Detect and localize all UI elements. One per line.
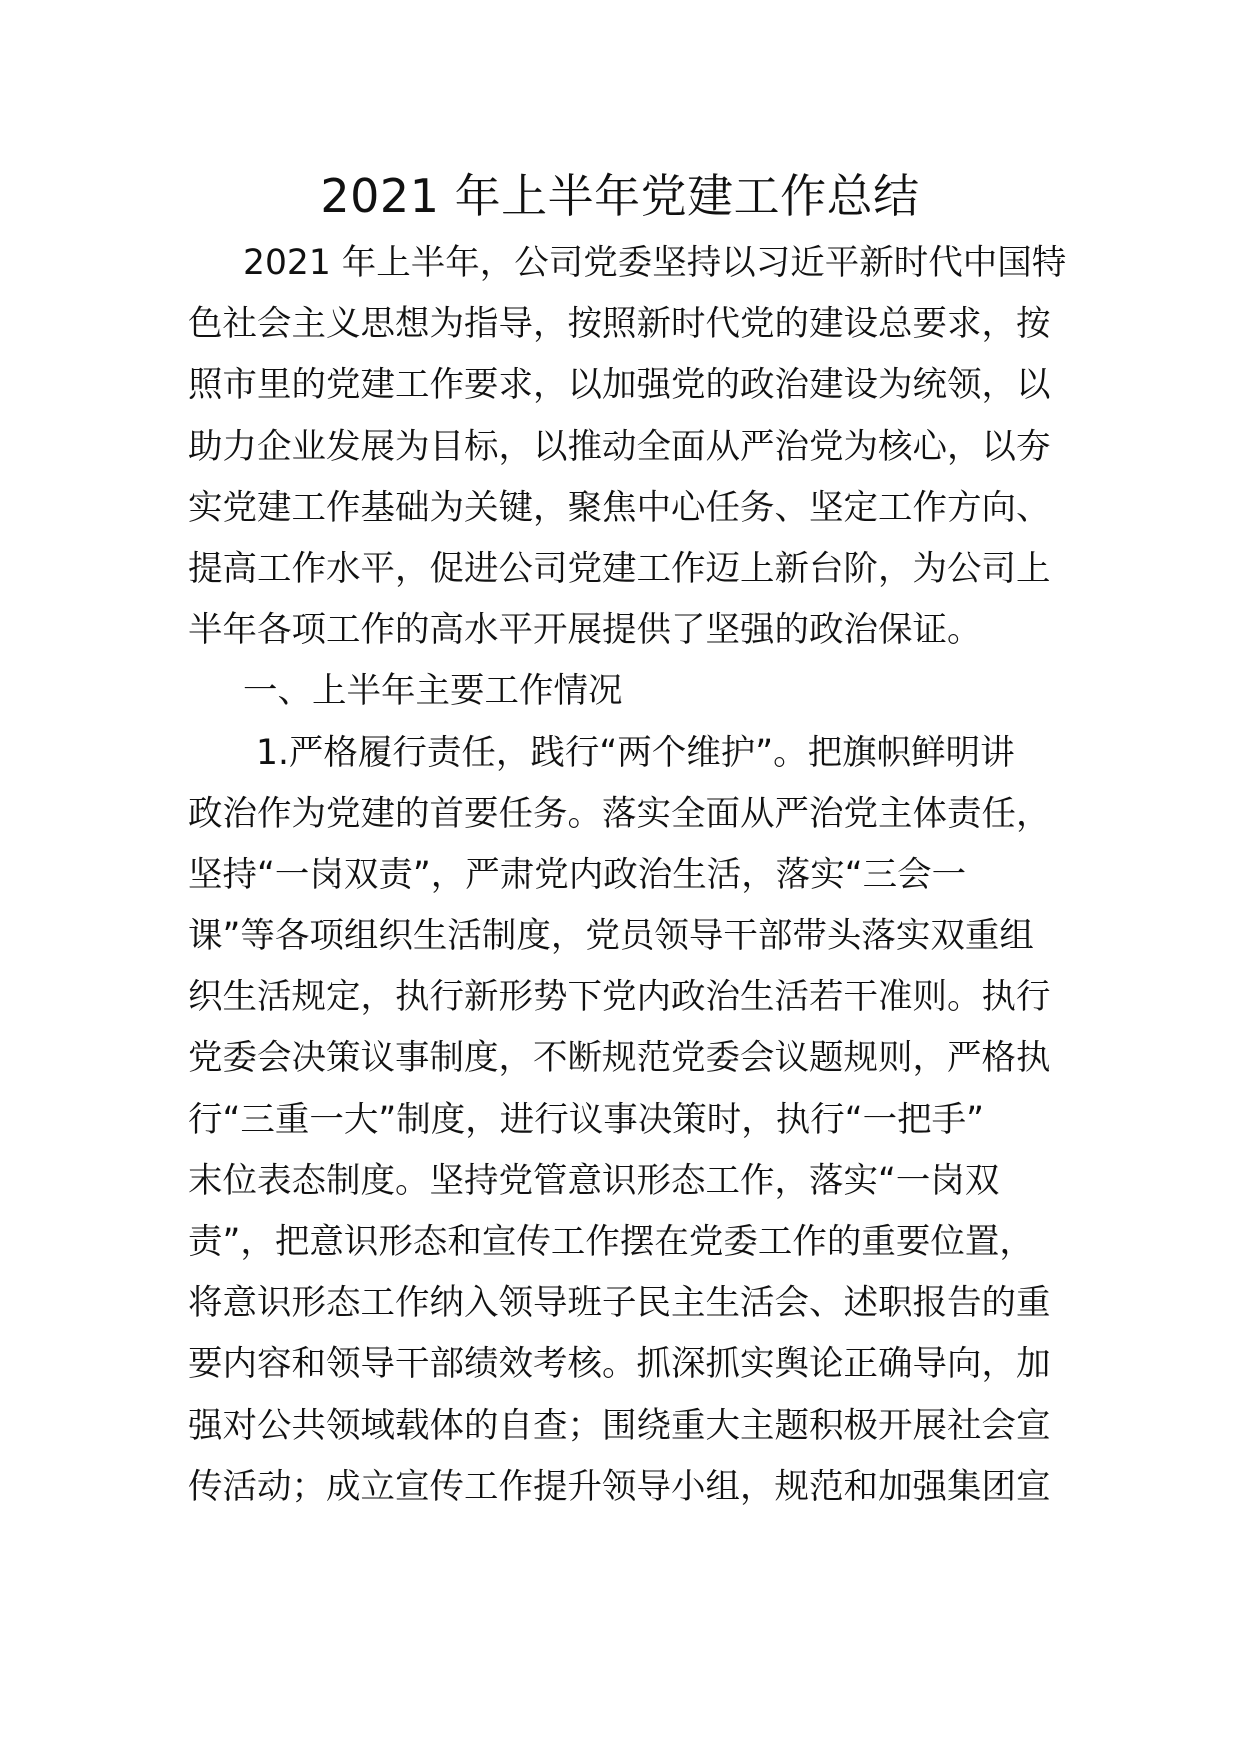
body-line: 责”，把意识形态和宣传工作摆在党委工作的重要位置，: [188, 1222, 1034, 1262]
body-line: 1.严格履行责任，践行“两个维护”。把旗帜鲜明讲: [256, 732, 1015, 773]
body-line: 坚持“一岗双责”，严肃党内政治生活，落实“三会一: [188, 854, 967, 895]
body-line: 色社会主义思想为指导，按照新时代党的建设总要求，按: [188, 304, 1051, 345]
body-line: 强对公共领域载体的自查；围绕重大主题积极开展社会宣: [188, 1405, 1051, 1446]
body-line: 2021 年上半年，公司党委坚持以习近平新时代中国特: [243, 243, 1067, 283]
body-line: 实党建工作基础为关键，聚焦中心任务、坚定工作方向、: [188, 487, 1051, 528]
document-title: 2021 年上半年党建工作总结: [320, 169, 920, 223]
document-body: [188, 233, 1068, 1518]
body-line: 助力企业发展为目标，以推动全面从严治党为核心，以夯: [188, 426, 1051, 467]
body-line: 一、上半年主要工作情况: [243, 671, 623, 712]
body-line: 织生活规定，执行新形势下党内政治生活若干准则。执行: [188, 977, 1051, 1018]
body-line: 政治作为党建的首要任务。落实全面从严治党主体责任，: [188, 793, 1051, 834]
body-line: 末位表态制度。坚持党管意识形态工作，落实“一岗双: [188, 1160, 1000, 1201]
body-line: 半年各项工作的高水平开展提供了坚强的政治保证。: [188, 610, 982, 651]
body-line: 党委会决策议事制度，不断规范党委会议题规则，严格执: [188, 1038, 1051, 1079]
body-line: 照市里的党建工作要求，以加强党的政治建设为统领，以: [188, 365, 1051, 406]
body-line: 传活动；成立宣传工作提升领导小组，规范和加强集团宣: [188, 1466, 1051, 1507]
body-line: 提高工作水平，促进公司党建工作迈上新台阶，为公司上: [188, 548, 1051, 589]
body-line: 课”等各项组织生活制度，党员领导干部带头落实双重组: [188, 916, 1034, 957]
body-line: 要内容和领导干部绩效考核。抓深抓实舆论正确导向，加: [188, 1344, 1051, 1385]
body-line: 行“三重一大”制度，进行议事决策时，执行“一把手”: [188, 1099, 984, 1140]
body-line: 将意识形态工作纳入领导班子民主生活会、述职报告的重: [188, 1283, 1051, 1324]
